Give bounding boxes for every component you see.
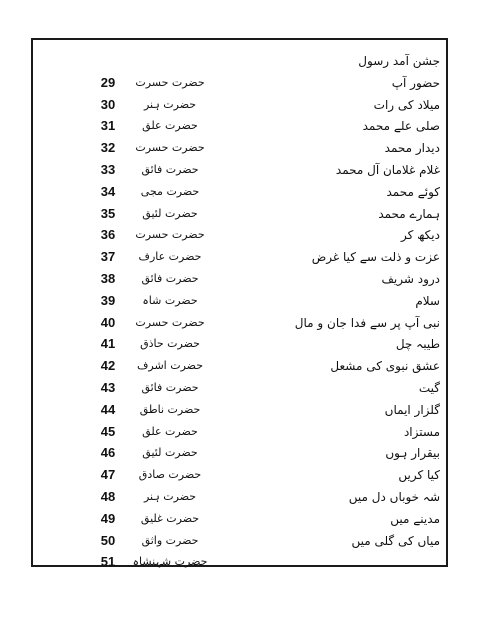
page-number: 29: [100, 74, 116, 90]
poet-name: حضرت حاذق: [140, 337, 200, 351]
poet-name: حضرت صادق: [138, 468, 202, 482]
poem-title: مستزاد: [403, 424, 440, 439]
toc-row: [33, 551, 448, 573]
page-number: 42: [100, 358, 116, 374]
page-number: 33: [100, 162, 116, 177]
poem-title: گلزار ایماں: [384, 402, 440, 417]
page-number: 36: [100, 227, 116, 243]
toc-row: [33, 421, 448, 443]
page-number: 40: [100, 314, 116, 330]
poem-title: غلام غلامان آل محمد: [335, 163, 440, 177]
toc-row: [33, 464, 448, 486]
poet-name: حضرت لئیق: [142, 206, 198, 220]
poem-title: کیا کریں: [398, 468, 440, 483]
page-number: 30: [100, 96, 116, 112]
toc-row: [33, 137, 448, 159]
page-number: 38: [100, 271, 116, 286]
toc-row: [33, 508, 448, 530]
toc-row: [33, 94, 448, 116]
poet-name: حضرت حسرت: [135, 315, 205, 329]
poem-title: صلی علے محمد: [362, 119, 440, 134]
poem-title: عشق نبوی کی مشعل: [330, 359, 440, 374]
poem-title: نبی آپ پر سے فدا جان و مال: [294, 315, 440, 330]
toc-row: [33, 224, 448, 246]
poet-name: حضرت فائق: [141, 272, 199, 285]
poem-title: درود شریف: [381, 272, 440, 286]
poet-name: حضرت فائق: [141, 163, 199, 176]
page-number: 51: [100, 554, 116, 570]
toc-row: [33, 159, 448, 181]
page-number: 43: [100, 380, 116, 395]
page-number: 39: [100, 292, 116, 308]
toc-row: [33, 290, 448, 312]
poem-title: میلاد کی رات: [373, 97, 440, 112]
poem-title: شہ خوباں دل میں: [348, 490, 440, 504]
toc-row: [33, 377, 448, 399]
poet-name: حضرت واثق: [141, 533, 199, 547]
toc-row: [33, 442, 448, 464]
toc-row: [33, 115, 448, 137]
toc-row: [33, 486, 448, 508]
poem-title: ہمارے محمد: [378, 206, 440, 221]
page-number: 32: [100, 140, 116, 156]
poet-name: حضرت حسرت: [135, 75, 205, 89]
poet-name: حضرت اشرف: [136, 359, 203, 373]
page-number: 48: [100, 489, 116, 504]
toc-row: [33, 50, 448, 72]
poet-name: حضرت حسرت: [135, 141, 205, 155]
poet-name: حضرت لئیق: [142, 446, 198, 460]
toc-row: [33, 181, 448, 203]
poem-title: دیکھ کر: [400, 228, 440, 243]
page-number: 31: [100, 118, 116, 134]
page-number: 37: [100, 249, 116, 265]
poet-name: حضرت مجی: [140, 184, 200, 198]
poem-title: عزت و ذلت سے کیا غرض: [311, 250, 440, 265]
toc-row: [33, 246, 448, 268]
poet-name: حضرت عارف: [138, 250, 202, 264]
page-number: 45: [100, 423, 116, 439]
page-number: 44: [100, 401, 116, 417]
page-number: 35: [100, 205, 116, 221]
toc-row: [33, 72, 448, 94]
poet-name: حضرت علق: [142, 119, 198, 133]
poem-title: سلام: [415, 293, 440, 308]
poet-name: حضرت شاہ: [142, 293, 198, 307]
poet-name: حضرت ہنر: [143, 490, 197, 503]
poet-name: حضرت ناطق: [139, 402, 201, 416]
poet-name: حضرت غلیق: [140, 511, 200, 525]
poet-name: حضرت فائق: [141, 381, 199, 394]
page-number: 34: [100, 183, 116, 199]
page-number: 41: [100, 336, 116, 352]
poem-title: کوئے محمد: [386, 184, 440, 199]
poem-title: دیدار محمد: [384, 141, 440, 156]
poet-name: حضرت ہنر: [143, 97, 197, 111]
page-number: 47: [100, 467, 116, 483]
toc-row: [33, 530, 448, 552]
page-number: 50: [100, 532, 116, 548]
poet-name: حضرت شہنشاہ: [132, 555, 208, 569]
page-number: 49: [100, 510, 116, 526]
poem-title: گیت: [418, 381, 440, 395]
poem-title: طیبہ چل: [395, 337, 440, 352]
poem-title: حضور آپ: [391, 75, 440, 90]
toc-row: [33, 333, 448, 355]
toc-row: [33, 355, 448, 377]
toc-row: [33, 399, 448, 421]
page-number: 46: [100, 445, 116, 461]
poem-title: مدینے میں: [390, 511, 440, 526]
poet-name: حضرت حسرت: [135, 228, 205, 242]
poem-title: میاں کی گلی میں: [351, 533, 440, 548]
toc-row: [33, 312, 448, 334]
toc-row: [33, 203, 448, 225]
poem-title: جشن آمد رسول: [358, 54, 440, 68]
toc-row: [33, 268, 448, 290]
poem-title: بیقرار ہوں: [385, 446, 440, 461]
poet-name: حضرت علق: [142, 424, 198, 438]
